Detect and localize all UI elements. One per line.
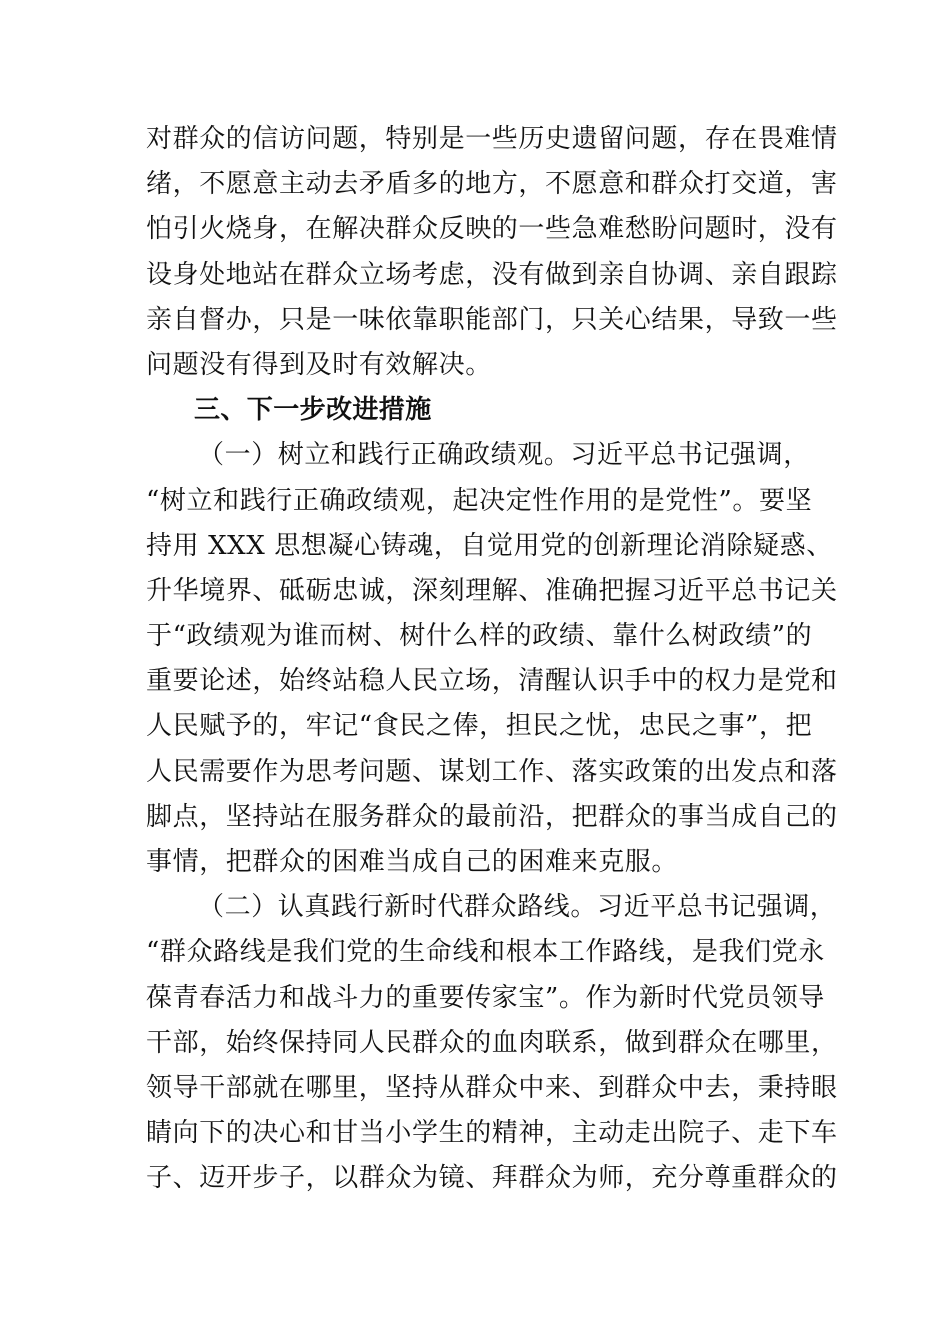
text-line: （一）树立和践行正确政绩观。习近平总书记强调， xyxy=(198,440,810,471)
text-line: 干部，始终保持同人民群众的血肉联系，做到群众在哪里， xyxy=(146,1027,838,1058)
paragraph-3 xyxy=(146,885,838,1201)
text-line: 事情，把群众的困难当成自己的困难来克服。 xyxy=(146,847,679,877)
text-line: 持用 XXX 思想凝心铸魂，自觉用党的创新理论消除疑惑、 xyxy=(146,530,833,561)
text-line: 升华境界、砥砺忠诚，深刻理解、准确把握习近平总书记关 xyxy=(146,575,838,606)
paragraph-2 xyxy=(146,433,838,885)
text-line: 子、迈开步子，以群众为镜、拜群众为师，充分尊重群众的 xyxy=(146,1163,838,1194)
text-line: 于“政绩观为谁而树、树什么样的政绩、靠什么树政绩”的 xyxy=(146,621,813,652)
text-line: 领导干部就在哪里，坚持从群众中来、到群众中去，秉持眼 xyxy=(146,1072,838,1103)
text-line: “群众路线是我们党的生命线和根本工作路线，是我们党永 xyxy=(146,937,825,968)
text-line: 对群众的信访问题，特别是一些历史遗留问题，存在畏难情 xyxy=(146,124,838,154)
text-line: 脚点，坚持站在服务群众的最前沿，把群众的事当成自己的 xyxy=(146,801,838,832)
text-line: 人民需要作为思考问题、谋划工作、落实政策的出发点和落 xyxy=(146,756,838,787)
text-line: 怕引火烧身，在解决群众反映的一些急难愁盼问题时，没有 xyxy=(146,214,838,245)
section-heading: 三、下一步改进措施 xyxy=(194,395,432,426)
text-line: “树立和践行正确政绩观，起决定性作用的是党性”。要坚 xyxy=(146,485,813,516)
text-line: 亲自督办，只是一味依靠职能部门，只关心结果，导致一些 xyxy=(146,304,838,335)
text-line: （二）认真践行新时代群众路线。习近平总书记强调， xyxy=(198,892,837,923)
text-line: 人民赋予的，牢记“食民之俸，担民之忧，忠民之事”，把 xyxy=(146,711,813,742)
text-line: 睛向下的决心和甘当小学生的精神，主动走出院子、走下车 xyxy=(146,1118,838,1149)
document-body xyxy=(146,117,838,1202)
text-line: 设身处地站在群众立场考虑，没有做到亲自协调、亲自跟踪 xyxy=(146,259,838,290)
text-line: 问题没有得到及时有效解决。 xyxy=(146,349,492,380)
paragraph-1 xyxy=(146,117,838,388)
text-line: 绪，不愿意主动去矛盾多的地方，不愿意和群众打交道，害 xyxy=(146,169,838,200)
text-line: 葆青春活力和战斗力的重要传家宝”。作为新时代党员领导 xyxy=(146,982,825,1013)
text-line: 重要论述，始终站稳人民立场，清醒认识手中的权力是党和 xyxy=(146,666,838,697)
